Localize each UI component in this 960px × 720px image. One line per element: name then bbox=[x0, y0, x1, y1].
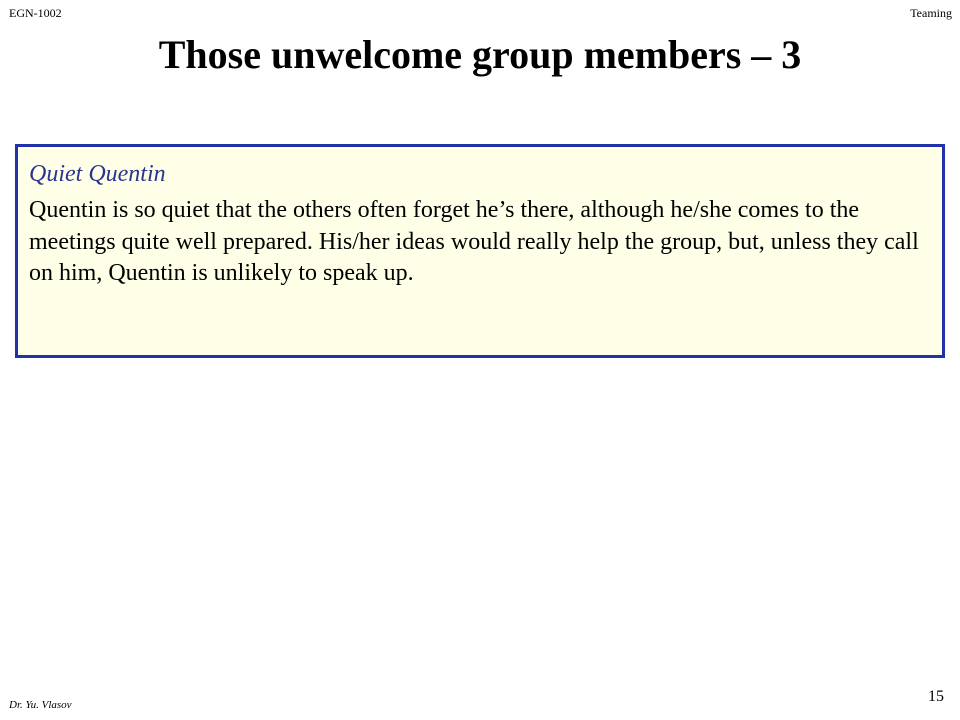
topic-label: Teaming bbox=[910, 6, 952, 20]
page-number: 15 bbox=[928, 688, 944, 705]
course-code: EGN-1002 bbox=[9, 6, 62, 20]
slide-title: Those unwelcome group members – 3 bbox=[158, 32, 802, 77]
box-body-text: Quentin is so quiet that the others often forget he’s there, although he/she comes to the meetings quite well prepared. His/her ideas would really help the group, but, unless they call on him, Quentin is unlikely to speak up. bbox=[29, 197, 919, 286]
box-heading: Quiet Quentin bbox=[29, 161, 166, 187]
footer-author: Dr. Yu. Vlasov bbox=[9, 699, 72, 711]
character-description-box bbox=[15, 144, 945, 358]
